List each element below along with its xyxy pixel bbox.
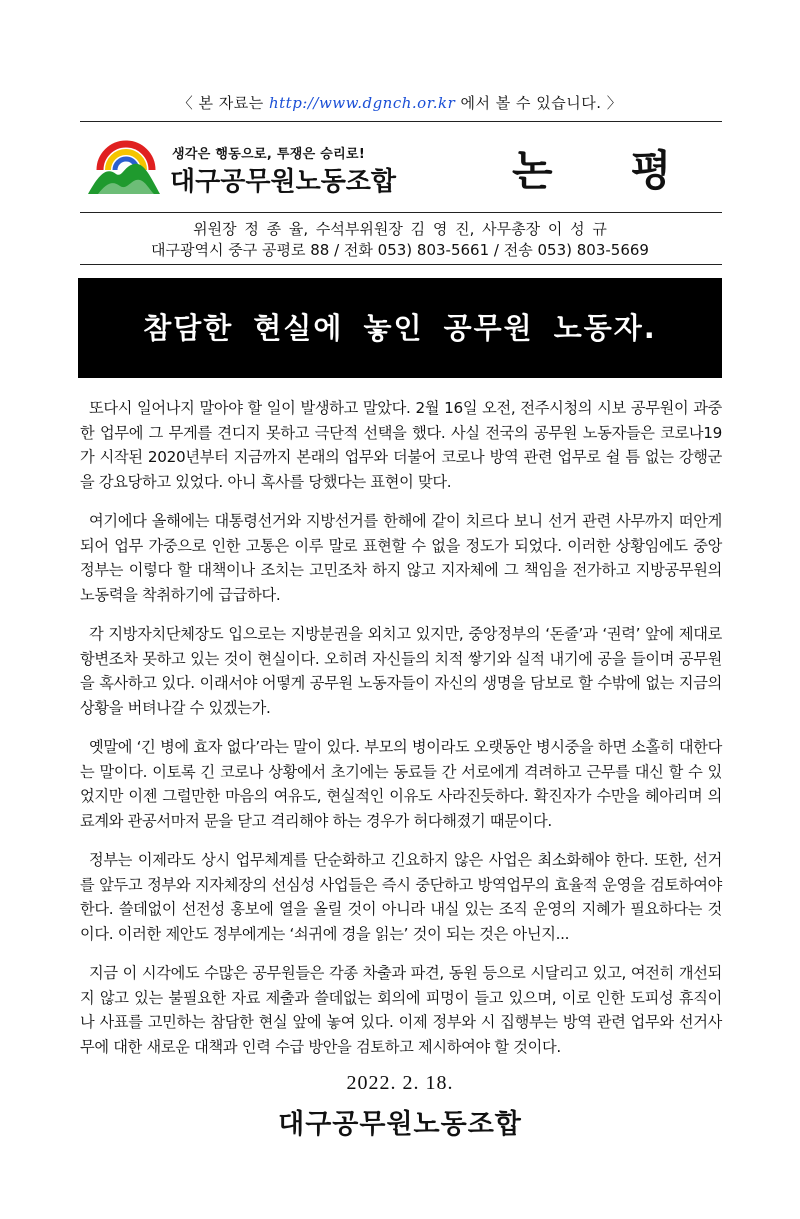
paragraph: 각 지방자치단체장도 입으로는 지방분권을 외치고 있지만, 중앙정부의 ‘돈줄’과 ‘권력’ 앞에 제대로 항변조차 못하고 있는 것이 현실이다. 오히려 자신들의 치적 쌓기와 실적 내기에 공을 들이며 공무원을 혹사하고 있다. 이래서야 어떻게 공무원 노동자들이 자신의 생명을 담보로 할 수밖에 없는 지금의 상황을 버텨나갈 수 있겠는가. [80, 625, 722, 717]
paragraph: 또다시 일어나지 말아야 할 일이 발생하고 말았다. 2월 16일 오전, 전주시청의 시보 공무원이 과중한 업무에 그 무게를 견디지 못하고 극단적 선택을 했다. 사실 전국의 공무원 노동자들은 코로나19가 시작된 2020년부터 지금까지 본래의 업무와 더불어 코로나 방역 관련 업무로 쉴 틈 없는 강행군을 강요당하고 있었다. 아니 혹사를 당했다는 표현이 맞다. [80, 399, 722, 491]
body-text [80, 396, 722, 1074]
notice-line [0, 92, 800, 113]
paragraph: 옛말에 ‘긴 병에 효자 없다’라는 말이 있다. 부모의 병이라도 오랫동안 병시중을 하면 소홀히 대한다는 말이다. 이토록 긴 코로나 상황에서 초기에는 동료들 간 서로에게 격려하고 근무를 대신 할 수 있었지만 이젠 그럴만한 마음의 여유도, 현실적인 이유도 사라진듯하다. 확진자가 수만을 헤아리며 의료계와 관공서마저 문을 닫고 격리해야 하는 경우가 허다해졌기 때문이다. [80, 738, 722, 830]
notice-suffix: 에서 볼 수 있습니다. 〉 [455, 94, 623, 112]
header-bottom-rule [80, 264, 722, 265]
date: 2022. 2. 18. [346, 1072, 454, 1094]
slogan: 생각은 행동으로, 투쟁은 승리로! [172, 147, 366, 162]
notice-prefix: 〈 본 자료는 [177, 94, 269, 112]
union-logo-icon [88, 136, 168, 196]
document-type: 논평 [512, 146, 750, 195]
paragraph: 정부는 이제라도 상시 업무체계를 단순화하고 긴요하지 않은 사업은 최소화해야 한다. 또한, 선거를 앞두고 정부와 지자체장의 선심성 사업들은 즉시 중단하고 방역업무의 효율적 운영을 검토하여야 한다. 쓸데없이 선전성 홍보에 열을 올릴 것이 아니라 내실 있는 조직 운영의 지혜가 필요하다는 것이다. 이러한 제안도 정부에게는 ‘쇠귀에 경을 읽는’ 것이 되는 것은 아닌지... [80, 851, 722, 943]
website-link[interactable]: http://www.dgnch.or.kr [268, 94, 456, 112]
address-line: 대구광역시 중구 공평로 88 / 전화 053) 803-5661 / 전송 053) 803-5669 [151, 241, 649, 259]
header-top-rule [80, 121, 722, 122]
header-middle-rule [80, 212, 722, 213]
signature: 대구공무원노동조합 [278, 1109, 522, 1140]
union-name: 대구공무원노동조합 [170, 167, 397, 197]
officers-line: 위원장 정 종 율, 수석부위원장 김 영 진, 사무총장 이 성 규 [193, 220, 607, 238]
document-title: 참담한 현실에 놓인 공무원 노동자. [143, 311, 657, 345]
paragraph: 지금 이 시각에도 수많은 공무원들은 각종 차출과 파견, 동원 등으로 시달리고 있고, 여전히 개선되지 않고 있는 불필요한 자료 제출과 쓸데없는 회의에 피멍이 들고 있으며, 이로 인한 도피성 휴직이나 사표를 고민하는 참담한 현실 앞에 놓여 있다. 이제 정부와 시 집행부는 방역 관련 업무와 선거사무에 대한 새로운 대책과 인력 수급 방안을 검토하고 제시하여야 할 것이다. [80, 964, 722, 1056]
paragraph: 여기에다 올해에는 대통령선거와 지방선거를 한해에 같이 치르다 보니 선거 관련 사무까지 떠안게 되어 업무 가중으로 인한 고통은 이루 말로 표현할 수 없을 정도가 되었다. 이러한 상황임에도 중앙정부는 이렇다 할 대책이나 조치는 고민조차 하지 않고 지자체에 그 책임을 전가하고 지방공무원의 노동력을 착취하기에 급급하다. [80, 512, 722, 604]
